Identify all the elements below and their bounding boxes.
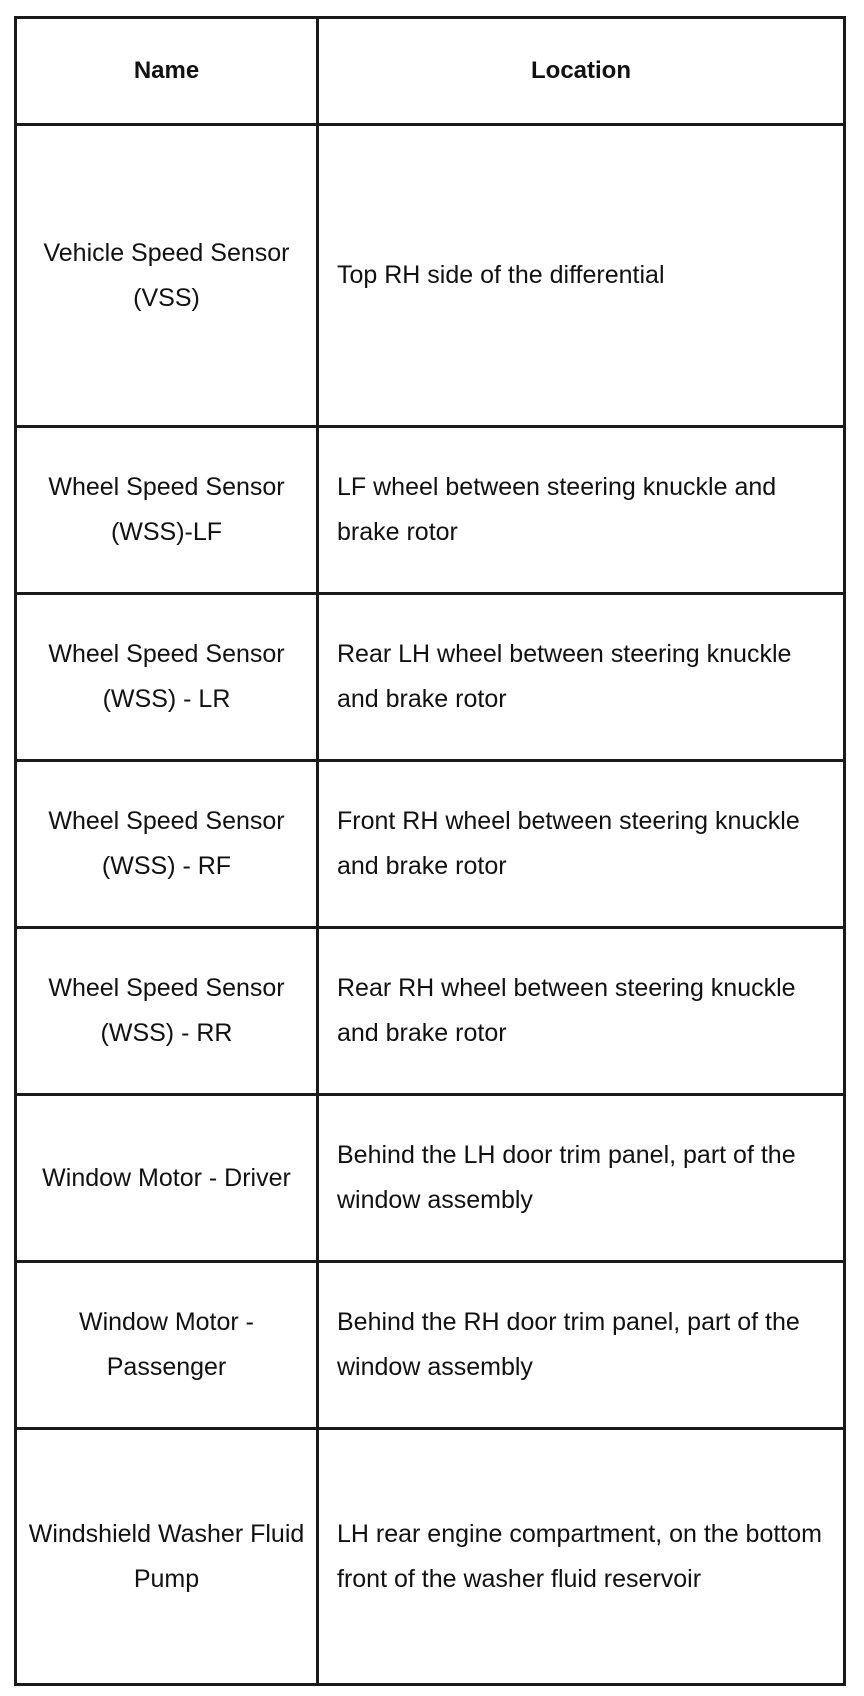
component-name: Window Motor - Passenger (16, 1262, 318, 1429)
table-row (16, 1429, 845, 1685)
component-location: Behind the LH door trim panel, part of the window assembly (318, 1095, 845, 1262)
component-location: Behind the RH door trim panel, part of the window assembly (318, 1262, 845, 1429)
component-name: Wheel Speed Sensor (WSS) - RF (16, 761, 318, 928)
table-row (16, 761, 845, 928)
table-row (16, 928, 845, 1095)
component-name: Wheel Speed Sensor (WSS) - RR (16, 928, 318, 1095)
component-location: Front RH wheel between steering knuckle and brake rotor (318, 761, 845, 928)
header-row (16, 18, 845, 125)
component-location-table (14, 16, 846, 1686)
component-name: Window Motor - Driver (16, 1095, 318, 1262)
table-row (16, 427, 845, 594)
component-name: Vehicle Speed Sensor (VSS) (16, 125, 318, 427)
table-row (16, 1262, 845, 1429)
table-row (16, 1095, 845, 1262)
component-location: Rear RH wheel between steering knuckle and brake rotor (318, 928, 845, 1095)
column-header-name: Name (16, 18, 318, 125)
component-name: Wheel Speed Sensor (WSS) - LR (16, 594, 318, 761)
component-location: Top RH side of the differential (318, 125, 845, 427)
component-location: LH rear engine compartment, on the bottom front of the washer fluid reservoir (318, 1429, 845, 1685)
component-name: Windshield Washer Fluid Pump (16, 1429, 318, 1685)
component-location: Rear LH wheel between steering knuckle and brake rotor (318, 594, 845, 761)
table-row (16, 594, 845, 761)
component-name: Wheel Speed Sensor (WSS)-LF (16, 427, 318, 594)
column-header-location: Location (318, 18, 845, 125)
table-row (16, 125, 845, 427)
component-location: LF wheel between steering knuckle and brake rotor (318, 427, 845, 594)
